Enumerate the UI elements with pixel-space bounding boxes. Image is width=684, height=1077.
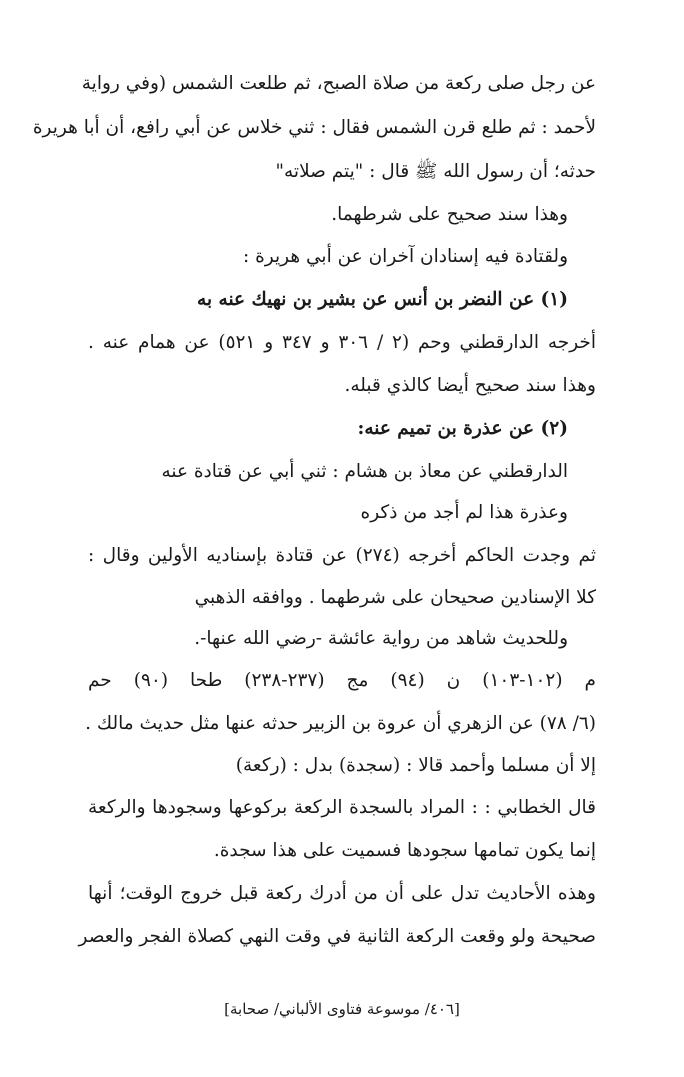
text-line: ولقتادة فيه إسنادان آخران عن أبي هريرة :	[243, 246, 568, 267]
text-line: لأحمد : ثم طلع قرن الشمس فقال : ثني خلاس عن أبي رافع، أن أبا هريرة	[32, 117, 596, 138]
text-line: صحيحة ولو وقعت الركعة الثانية في وقت النهي كصلاة الفجر والعصر	[78, 926, 596, 947]
page-footer: [٤٠٦/ موسوعة فتاوى الألباني/ صحابة]	[224, 1000, 460, 1018]
text-line: وهذا سند صحيح أيضا كالذي قبله.	[344, 375, 596, 396]
text-line: إلا أن مسلما وأحمد قالا : (سجدة) بدل : (ركعة)	[235, 755, 596, 776]
text-line: وهذه الأحاديث تدل على أن من أدرك ركعة قبل خروج الوقت؛ أنها	[88, 883, 596, 904]
text-line: وهذا سند صحيح على شرطهما.	[331, 204, 568, 225]
section-heading: (٢) عن عذرة بن تميم عنه:	[357, 418, 568, 439]
text-line: وللحديث شاهد من رواية عائشة -رضي الله عنها-.	[194, 628, 568, 649]
text-line: عن رجل صلى ركعة من صلاة الصبح، ثم طلعت الشمس (وفي رواية	[81, 73, 596, 94]
text-line: (٦/ ٧٨) عن الزهري أن عروة بن الزبير حدثه عنها مثل حديث مالك .	[85, 713, 596, 734]
text-line: الدارقطني عن معاذ بن هشام : ثني أبي عن قتادة عنه	[161, 461, 568, 482]
text-line: كلا الإسنادين صحيحان على شرطهما . ووافقه الذهبي	[194, 587, 596, 608]
text-line: ثم وجدت الحاكم أخرجه (٢٧٤) عن قتادة بإسناديه الأولين وقال :	[88, 545, 596, 566]
citation-line: م (١٠٢-١٠٣) ن (٩٤) مج (٢٣٧-٢٣٨) طحا (٩٠) حم	[88, 670, 596, 691]
text-line: قال الخطابي : : المراد بالسجدة الركعة بركوعها وسجودها والركعة	[88, 797, 596, 818]
text-line: وعذرة هذا لم أجد من ذكره	[360, 502, 568, 523]
text-line: أخرجه الدارقطني وحم (٢ / ٣٠٦ و ٣٤٧ و ٥٢١) عن همام عنه .	[88, 332, 596, 353]
text-line: حدثه؛ أن رسول الله ﷺ قال : "يتم صلاته"	[275, 161, 596, 182]
section-heading: (١) عن النضر بن أنس عن بشير بن نهيك عنه به	[197, 289, 568, 310]
text-line: إنما يكون تمامها سجودها فسميت على هذا سجدة.	[213, 840, 596, 861]
